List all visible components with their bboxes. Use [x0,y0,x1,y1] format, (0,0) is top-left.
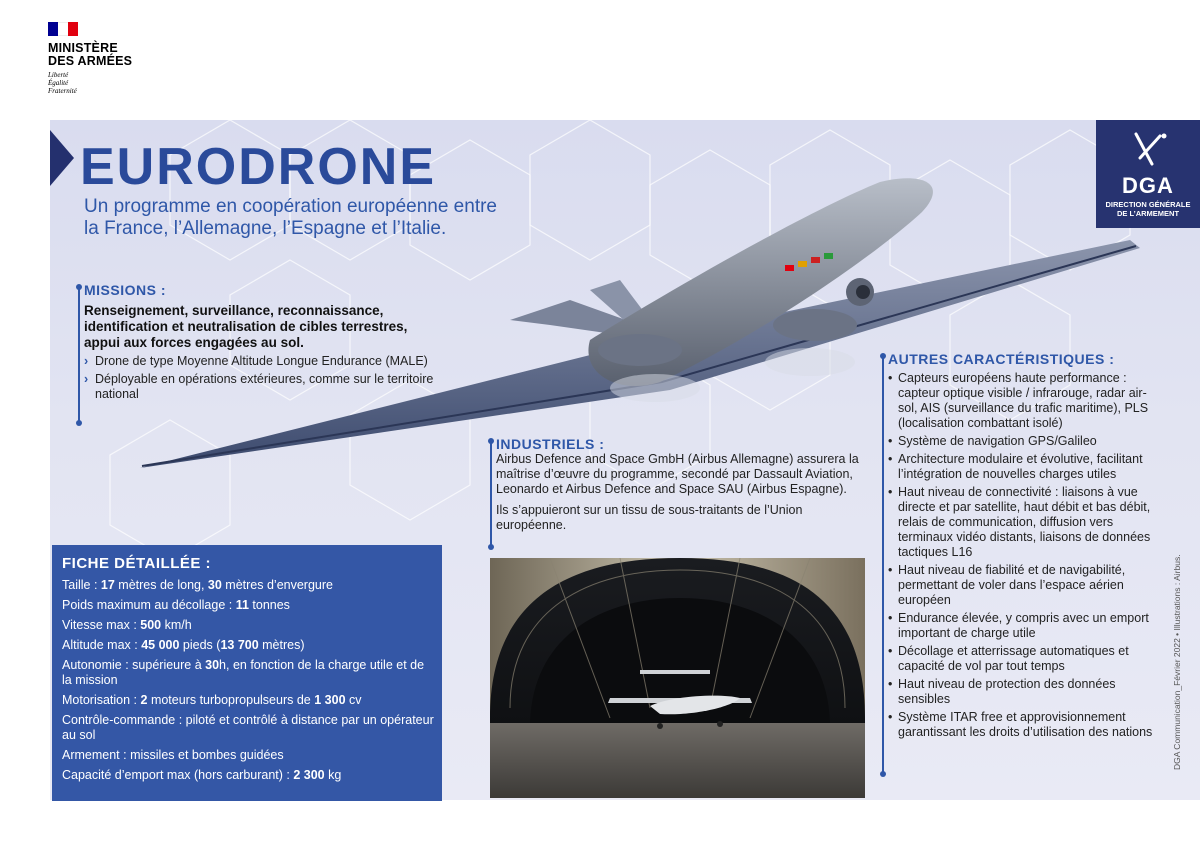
chevron-right-icon: › [84,354,89,368]
fiche-value: 30 [207,578,222,592]
fiche-text: h, en fonction de la charge utile et de la mission [62,658,425,687]
dga-emblem-icon [1126,130,1170,170]
missions-section [84,282,444,402]
section-bar-decoration [490,440,492,548]
fiche-text: pieds ( [179,638,221,652]
fiche-text: Altitude max : [62,638,142,652]
fiche-text: kg [324,768,342,782]
fiche-text: cv [345,693,362,707]
autres-list [888,371,1158,740]
missions-heading: MISSIONS : [84,282,167,298]
page-subtitle: Un programme en coopération européenne entre la France, l’Allemagne, l’Espagne et l’Italie. [84,196,497,239]
list-item: • Capteurs européens haute performance : capteur optique visible / infrarouge, radar air-sol, AIS (surveillance du trafic maritime), PLS (localisation combattant isolé) [888,371,1158,431]
chevron-right-icon: › [84,372,89,386]
industriels-section [496,436,866,539]
fiche-value: 2 [140,693,148,707]
fiche-row [62,713,437,743]
fiche-text: Motorisation : [62,693,141,707]
list-item: • Endurance élevée, y compris avec un emport important de charge utile [888,611,1158,641]
missions-item-text: Drone de type Moyenne Altitude Longue Endurance (MALE) [95,354,428,368]
fiche-text: mètres d’envergure [221,578,333,592]
dga-name-line-2: DE L’ARMEMENT [1116,209,1180,218]
fiche-value: 30 [205,658,220,672]
missions-item-text: Déployable en opérations extérieures, comme sur le territoire national [95,372,434,401]
fiche-row [62,748,437,763]
ministry-line-2: DES ARMÉES [48,54,133,68]
list-item: • Haut niveau de connectivité : liaisons à vue directe et par satellite, haut débit et bas débit, relais de communication, diffusion vers terminaux vidéo distants, liaisons de données tactiques L16 [888,485,1158,560]
fiche-text: Autonomie : supérieure à [62,658,206,672]
list-item: • Haut niveau de protection des données sensibles [888,677,1158,707]
title-arrow-mark [50,130,74,186]
missions-item [84,372,444,402]
fiche-text: Poids maximum au décollage : [62,598,236,612]
autres-heading: AUTRES CARACTÉRISTIQUES : [888,351,1115,367]
fiche-text: moteurs turbopropulseurs de [147,693,315,707]
ministry-logo [48,22,168,95]
fiche-row [62,693,437,708]
fiche-text: tonnes [248,598,290,612]
fiche-text: Vitesse max : [62,618,141,632]
motto-egalite: Égalité [48,79,69,87]
list-item: • Décollage et atterrissage automatiques et capacité de vol par tout temps [888,644,1158,674]
fiche-row [62,578,437,593]
fiche-value: 2 300 [293,768,325,782]
list-item: • Système de navigation GPS/Galileo [888,434,1158,449]
hangar-photo [490,558,865,798]
fiche-value: 1 300 [314,693,346,707]
fiche-value: 11 [235,598,249,612]
hangar-image [490,558,865,798]
french-flag-icon [48,22,78,36]
dga-name-line-1: DIRECTION GÉNÉRALE [1105,200,1191,209]
fiche-rows [62,578,437,788]
autres-section [888,351,1158,743]
fiche-text: mètres de long, [114,578,208,592]
fiche-detaillee-box [52,545,442,801]
list-item: • Haut niveau de fiabilité et de navigabilité, permettant de voler dans l’espace aérien européen [888,563,1158,608]
motto-fraternite: Fraternité [48,87,77,95]
fiche-text: Armement : missiles et bombes guidées [62,748,284,762]
fiche-value: 13 700 [220,638,259,652]
missions-item [84,354,444,369]
fiche-text: Taille : [62,578,101,592]
fiche-text: mètres) [258,638,305,652]
fiche-row [62,618,437,633]
list-item: • Système ITAR free et approvisionnement garantissant les droits d’utilisation des nations [888,710,1158,740]
fiche-row [62,768,437,783]
fiche-text: km/h [161,618,192,632]
dga-name [1096,200,1200,218]
section-bar-decoration [882,355,884,775]
missions-lead: Renseignement, surveillance, reconnaissance, identification et neutralisation de cibles terrestres, appui aux forces engagées au sol. [84,303,408,350]
ministry-line-1: MINISTÈRE [48,41,118,55]
fiche-row [62,638,437,653]
page-title: EURODRONE [80,138,437,196]
motto [48,71,168,95]
fiche-value: 500 [140,618,162,632]
fiche-text: Contrôle-commande : piloté et contrôlé à distance par un opérateur au sol [62,713,434,742]
industriels-paragraph-1: Airbus Defence and Space GmbH (Airbus Allemagne) assurera la maîtrise d’œuvre du programme, secondé par Dassault Aviation, Leonardo et Airbus Defence and Space SAU (Airbus Espagne). [496,452,859,496]
fiche-row [62,598,437,613]
motto-liberte: Liberté [48,71,69,79]
list-item: • Architecture modulaire et évolutive, facilitant l’intégration de nouvelles charges utiles [888,452,1158,482]
section-bar-decoration [78,286,80,424]
dga-logo [1096,120,1200,228]
dga-acronym: DGA [1122,173,1174,198]
fiche-value: 45 000 [141,638,180,652]
ministry-name [48,42,168,68]
industriels-heading: INDUSTRIELS : [496,436,605,452]
industriels-paragraph-2: Ils s’appuieront sur un tissu de sous-traitants de l’Union européenne. [496,503,803,532]
fiche-value: 17 [100,578,115,592]
fiche-text: Capacité d’emport max (hors carburant) : [62,768,294,782]
fiche-heading: FICHE DÉTAILLÉE : [62,555,212,572]
fiche-row [62,658,437,688]
credit-line: DGA Communication_Février 2022 • Illustrations : Airbus. [1172,554,1182,770]
